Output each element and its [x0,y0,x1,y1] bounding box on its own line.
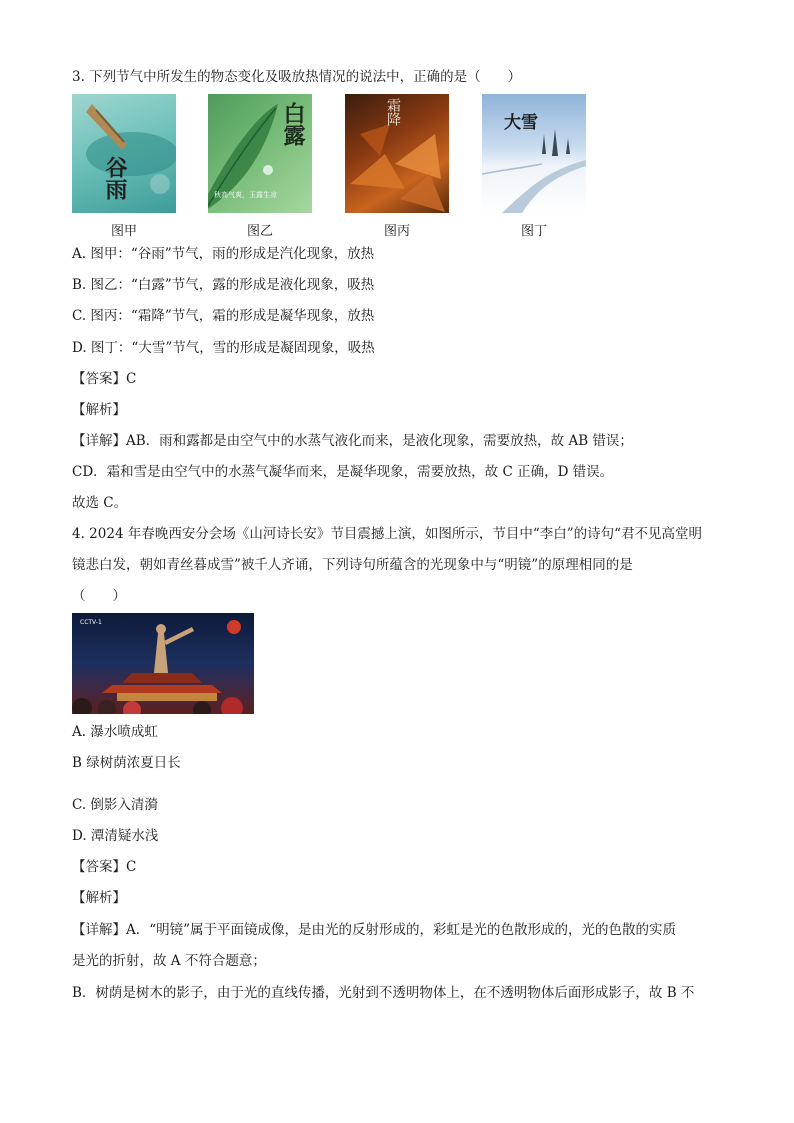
q3-detail-line-1: 【详解】AB．雨和露都是由空气中的水蒸气液化而来，是液化现象，需要放热，故 AB 错误； [72,433,633,449]
image-jia [72,94,176,213]
tv-logo: CCTV-1 [80,619,102,626]
caption-bing: 图丙 [383,224,410,239]
q4-stem-line-1: 4. 2024 年春晚西安分会场《山河诗长安》节目震撼上演，如图所示，节目中“李白”的诗句“君不见高堂明 [72,526,703,542]
art-text-guyu: 谷雨 [102,156,128,200]
q3-analysis-heading: 【解析】 [72,402,126,418]
q3-option-c: C. 图丙：“霜降”节气，霜的形成是凝华现象，放热 [72,308,375,324]
art-sub-bailu: 秋高气爽，玉露生凉 [214,191,277,199]
image-bing [345,94,449,213]
q4-option-c: C. 倒影入清漪 [72,797,158,813]
art-text-daxue: 大雪 [504,113,538,133]
q4-stem-line-3: （ ） [72,588,126,604]
q4-option-b: B 绿树荫浓夏日长 [72,755,181,771]
q4-detail-line-3: B．树荫是树木的影子，由于光的直线传播，光射到不透明物体上，在不透明物体后面形成影子，故 B 不 [72,985,695,1001]
q4-analysis-heading: 【解析】 [72,890,126,906]
image-ding [482,94,586,213]
caption-yi: 图乙 [246,224,273,239]
q4-option-a: A. 瀑水喷成虹 [72,724,158,740]
image-gala-photo [72,613,254,714]
q3-option-d: D. 图丁：“大雪”节气，雪的形成是凝固现象，吸热 [72,340,375,356]
art-text-shuangjiang: 霜降 [385,98,401,126]
q4-answer: 【答案】C [72,859,137,875]
caption-jia: 图甲 [110,224,137,239]
q3-stem: 3. 下列节气中所发生的物态变化及吸放热情况的说法中，正确的是（ ） [72,69,522,85]
q4-detail-line-2: 是光的折射，故 A 不符合题意； [72,953,266,969]
q3-detail-line-2: CD．霜和雪是由空气中的水蒸气凝华而来，是凝华现象，需要放热，故 C 正确，D 错误。 [72,464,614,480]
q3-detail-line-3: 故选 C。 [72,495,128,511]
image-yi [208,94,312,213]
q4-detail-line-1: 【详解】A．“明镜”属于平面镜成像，是由光的反射形成的，彩虹是光的色散形成的，光的色散的实质 [72,922,677,938]
q3-option-b: B. 图乙：“白露”节气，露的形成是液化现象，吸热 [72,277,375,293]
q3-answer: 【答案】C [72,371,137,387]
caption-ding: 图丁 [520,224,547,239]
q4-option-d: D. 潭清疑水浅 [72,828,159,844]
q4-stem-line-2: 镜悲白发，朝如青丝暮成雪”被千人齐诵，下列诗句所蕴含的光现象中与“明镜”的原理相同的是 [72,557,633,573]
art-text-bailu: 白露 [280,102,306,146]
q3-option-a: A. 图甲：“谷雨”节气，雨的形成是汽化现象，放热 [72,246,375,262]
